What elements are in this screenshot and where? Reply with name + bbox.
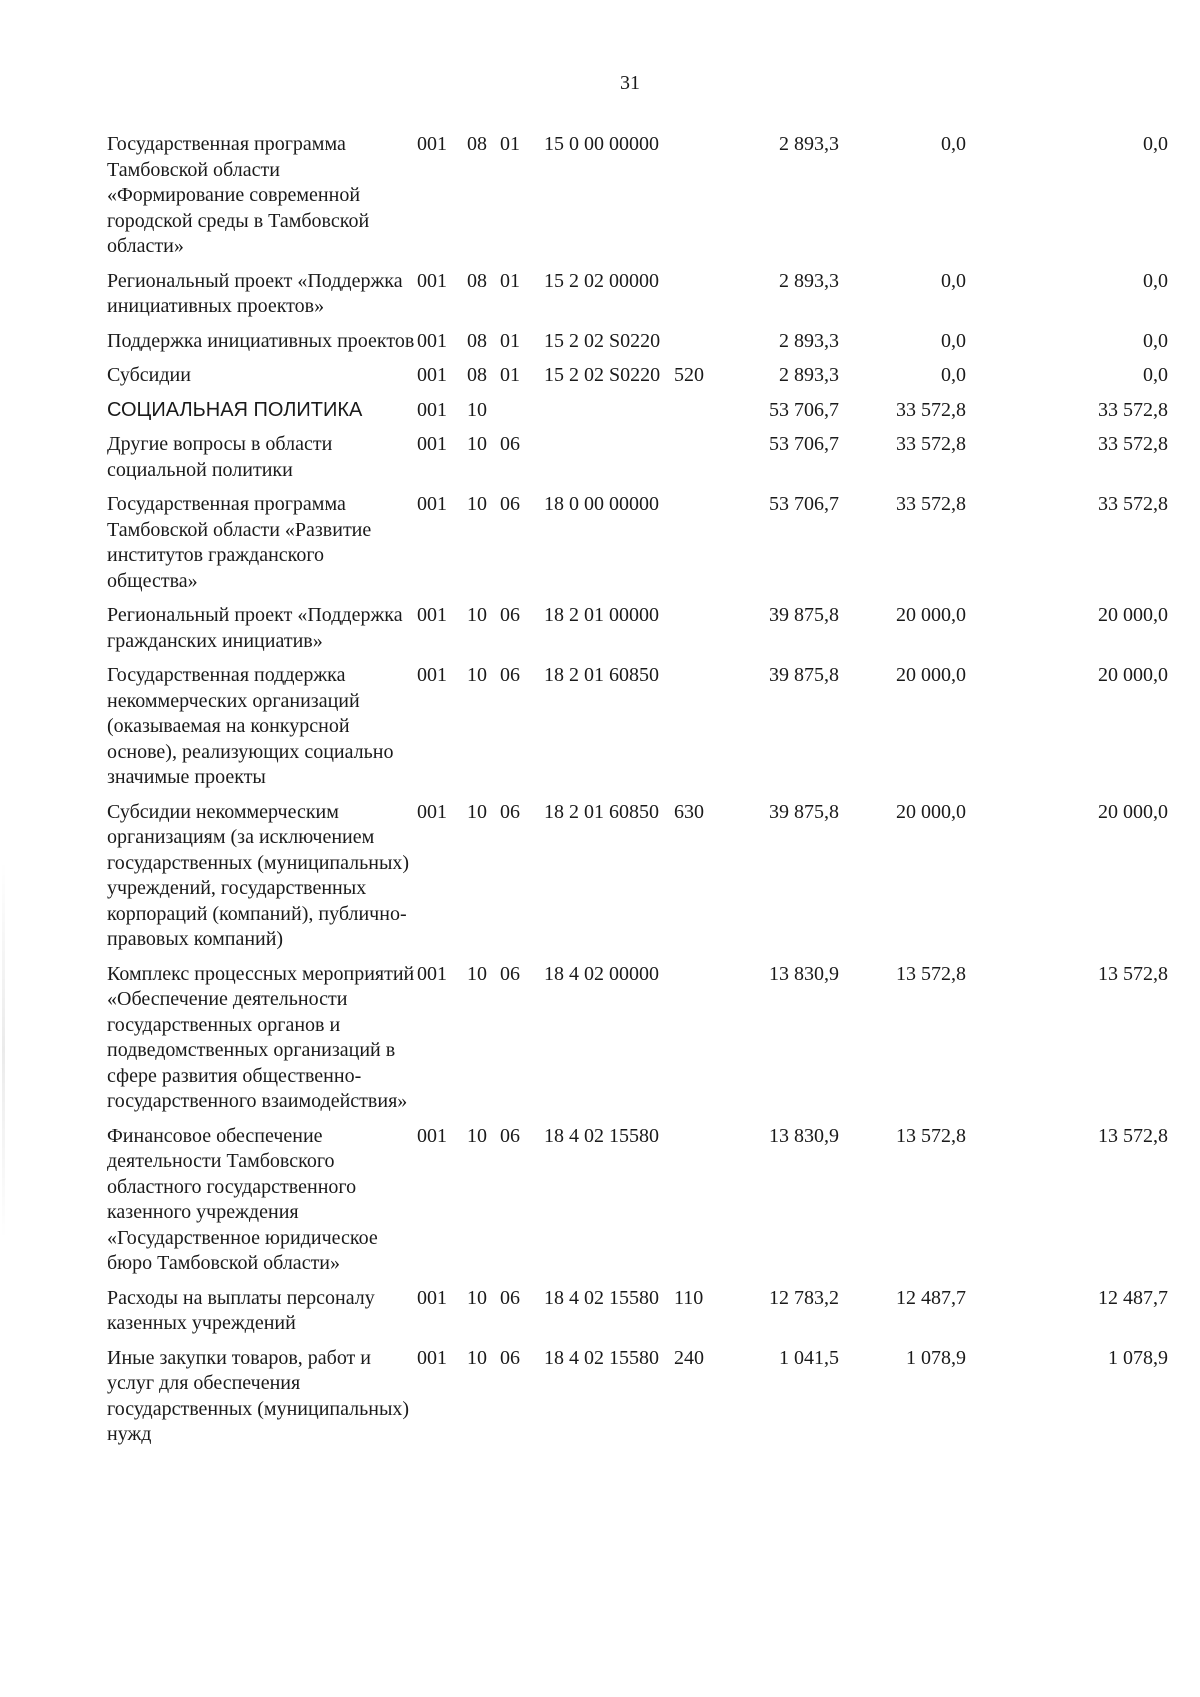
row-amount-year-1: 39 875,8 xyxy=(769,800,839,823)
row-subsection-code: 01 xyxy=(500,133,520,155)
row-amount-year-3: 12 487,7 xyxy=(1098,1286,1168,1309)
row-amount-year-2: 1 078,9 xyxy=(906,1346,966,1369)
row-amount-year-3: 20 000,0 xyxy=(1098,604,1168,626)
row-ministry-code: 001 xyxy=(417,269,447,292)
row-expense-type: 520 xyxy=(674,364,704,386)
row-ministry-code: 001 xyxy=(417,664,447,686)
row-section-code: 10 xyxy=(467,1124,487,1147)
row-expense-type xyxy=(670,329,720,364)
row-subsection-code: 06 xyxy=(500,664,520,686)
row-amount-year-1: 13 830,9 xyxy=(769,962,839,985)
row-subsection-code: 06 xyxy=(500,1346,520,1369)
row-target-article: 18 4 02 15580 xyxy=(544,1124,659,1147)
row-expense-type: 630 xyxy=(674,800,704,823)
row-amount-year-1: 53 706,7 xyxy=(769,433,839,455)
row-name: Другие вопросы в области социальной политики xyxy=(107,433,333,481)
row-expense-type xyxy=(670,492,720,603)
table-row xyxy=(0,432,1200,492)
row-amount-year-1: 39 875,8 xyxy=(769,604,839,626)
table-row xyxy=(0,603,1200,663)
row-ministry-code: 001 xyxy=(417,1346,447,1369)
table-row xyxy=(0,800,1200,962)
row-amount-year-1: 2 893,3 xyxy=(779,329,839,352)
row-amount-year-3: 0,0 xyxy=(1143,269,1168,292)
row-target-article: 18 4 02 15580 xyxy=(544,1286,659,1309)
row-expense-type xyxy=(670,962,720,1124)
row-amount-year-3: 33 572,8 xyxy=(1098,433,1168,455)
row-subsection-code: 06 xyxy=(500,1286,520,1309)
table-row xyxy=(0,329,1200,364)
row-name: Поддержка инициативных проектов xyxy=(107,329,415,352)
row-amount-year-3: 33 572,8 xyxy=(1098,493,1168,515)
row-name: Региональный проект «Поддержка гражданских инициатив» xyxy=(107,604,403,652)
row-expense-type xyxy=(670,132,720,269)
row-target-article: 18 4 02 00000 xyxy=(544,962,659,985)
row-amount-year-2: 33 572,8 xyxy=(896,493,966,515)
row-subsection-code: 01 xyxy=(500,364,520,386)
row-target-article: 18 2 01 60850 xyxy=(544,800,659,823)
row-name: Расходы на выплаты персоналу казенных учреждений xyxy=(107,1286,375,1334)
row-subsection-code: 01 xyxy=(500,329,520,352)
row-expense-type xyxy=(670,432,720,492)
row-ministry-code: 001 xyxy=(417,800,447,823)
row-target-article xyxy=(540,432,670,492)
table-body xyxy=(0,132,1200,1457)
row-ministry-code: 001 xyxy=(417,1286,447,1309)
table-row xyxy=(0,132,1200,269)
row-amount-year-1: 2 893,3 xyxy=(779,269,839,292)
table-row xyxy=(0,492,1200,603)
row-ministry-code: 001 xyxy=(417,133,447,155)
row-amount-year-3: 13 572,8 xyxy=(1098,1124,1168,1147)
row-amount-year-2: 12 487,7 xyxy=(896,1286,966,1309)
row-amount-year-3: 1 078,9 xyxy=(1108,1346,1168,1369)
row-expense-type xyxy=(670,1124,720,1286)
row-amount-year-2: 0,0 xyxy=(941,133,966,155)
row-subsection-code xyxy=(500,398,540,433)
row-target-article xyxy=(540,398,670,433)
row-amount-year-2: 13 572,8 xyxy=(896,962,966,985)
row-amount-year-1: 53 706,7 xyxy=(769,493,839,515)
row-subsection-code: 06 xyxy=(500,493,520,515)
row-subsection-code: 06 xyxy=(500,800,520,823)
row-amount-year-1: 2 893,3 xyxy=(779,133,839,155)
row-ministry-code: 001 xyxy=(417,493,447,515)
row-subsection-code: 01 xyxy=(500,269,520,292)
row-name: Региональный проект «Поддержка инициативных проектов» xyxy=(107,269,403,317)
row-target-article: 18 2 01 60850 xyxy=(544,664,659,686)
row-expense-type xyxy=(670,603,720,663)
row-section-code: 08 xyxy=(467,269,487,292)
table-row xyxy=(0,1286,1200,1346)
row-section-code: 10 xyxy=(467,664,487,686)
row-amount-year-3: 0,0 xyxy=(1143,329,1168,352)
row-amount-year-1: 53 706,7 xyxy=(769,398,839,421)
row-name: Государственная программа Тамбовской области «Формирование современной городской среды в Тамбовской области» xyxy=(107,133,370,257)
table-row xyxy=(0,1124,1200,1286)
row-target-article: 15 0 00 00000 xyxy=(544,133,659,155)
row-section-code: 10 xyxy=(467,493,487,515)
row-amount-year-2: 0,0 xyxy=(941,364,966,386)
row-ministry-code: 001 xyxy=(417,329,447,352)
row-amount-year-3: 0,0 xyxy=(1143,364,1168,386)
row-target-article: 15 2 02 S0220 xyxy=(544,329,661,352)
row-amount-year-1: 2 893,3 xyxy=(779,364,839,386)
row-target-article: 15 2 02 00000 xyxy=(544,269,659,292)
table-row xyxy=(0,269,1200,329)
budget-table xyxy=(0,132,1200,1457)
table-row xyxy=(0,1346,1200,1457)
row-amount-year-3: 0,0 xyxy=(1143,133,1168,155)
table-row xyxy=(0,363,1200,398)
row-expense-type xyxy=(670,398,720,433)
row-amount-year-2: 20 000,0 xyxy=(896,664,966,686)
row-target-article: 18 0 00 00000 xyxy=(544,493,659,515)
row-amount-year-2: 33 572,8 xyxy=(896,398,966,421)
row-expense-type: 240 xyxy=(674,1346,704,1369)
row-amount-year-3: 13 572,8 xyxy=(1098,962,1168,985)
row-amount-year-2: 33 572,8 xyxy=(896,433,966,455)
row-amount-year-1: 1 041,5 xyxy=(779,1346,839,1369)
row-section-code: 10 xyxy=(467,1286,487,1309)
row-section-code: 10 xyxy=(467,800,487,823)
row-amount-year-3: 20 000,0 xyxy=(1098,800,1168,823)
table-row xyxy=(0,962,1200,1124)
row-amount-year-2: 20 000,0 xyxy=(896,800,966,823)
row-amount-year-2: 13 572,8 xyxy=(896,1124,966,1147)
row-target-article: 18 2 01 00000 xyxy=(544,604,659,626)
row-name: Иные закупки товаров, работ и услуг для обеспечения государственных (муниципальных) нужд xyxy=(107,1346,410,1445)
row-ministry-code: 001 xyxy=(417,604,447,626)
row-section-code: 10 xyxy=(467,398,487,421)
row-name: Субсидии некоммерческим организациям (за исключением государственных (муниципальных) учреждений, государственных корпораций (компаний), публично-правовых компаний) xyxy=(107,800,410,950)
row-amount-year-3: 33 572,8 xyxy=(1098,398,1168,421)
row-section-code: 08 xyxy=(467,133,487,155)
row-amount-year-1: 39 875,8 xyxy=(769,664,839,686)
row-amount-year-2: 0,0 xyxy=(941,269,966,292)
table-row xyxy=(0,398,1200,433)
page-number: 31 xyxy=(620,72,640,94)
row-ministry-code: 001 xyxy=(417,962,447,985)
row-section-code: 10 xyxy=(467,604,487,626)
row-ministry-code: 001 xyxy=(417,1124,447,1147)
row-amount-year-2: 0,0 xyxy=(941,329,966,352)
row-section-code: 08 xyxy=(467,364,487,386)
row-name: СОЦИАЛЬНАЯ ПОЛИТИКА xyxy=(107,398,363,421)
row-ministry-code: 001 xyxy=(417,364,447,386)
row-subsection-code: 06 xyxy=(500,962,520,985)
row-name: Государственная программа Тамбовской области «Развитие институтов гражданского общества» xyxy=(107,493,372,592)
row-section-code: 10 xyxy=(467,1346,487,1369)
row-expense-type xyxy=(670,663,720,800)
row-expense-type: 110 xyxy=(674,1286,704,1309)
row-subsection-code: 06 xyxy=(500,1124,520,1147)
row-expense-type xyxy=(670,269,720,329)
row-amount-year-1: 13 830,9 xyxy=(769,1124,839,1147)
row-amount-year-1: 12 783,2 xyxy=(769,1286,839,1309)
row-amount-year-2: 20 000,0 xyxy=(896,604,966,626)
row-name: Финансовое обеспечение деятельности Тамбовского областного государственного казенного учреждения «Государственное юридическое бюро Тамбовской области» xyxy=(107,1124,378,1274)
row-ministry-code: 001 xyxy=(417,433,447,455)
row-subsection-code: 06 xyxy=(500,604,520,626)
row-amount-year-3: 20 000,0 xyxy=(1098,664,1168,686)
row-section-code: 10 xyxy=(467,962,487,985)
row-name: Комплекс процессных мероприятий «Обеспечение деятельности государственных органов и подведомственных организаций в сфере развития общественно-государственного взаимодействия» xyxy=(107,962,415,1112)
row-target-article: 18 4 02 15580 xyxy=(544,1346,659,1369)
row-name: Государственная поддержка некоммерческих организаций (оказываемая на конкурсной основе), реализующих социально значимые проекты xyxy=(107,664,394,788)
row-section-code: 08 xyxy=(467,329,487,352)
table-row xyxy=(0,663,1200,800)
row-section-code: 10 xyxy=(467,433,487,455)
row-subsection-code: 06 xyxy=(500,433,520,455)
row-ministry-code: 001 xyxy=(417,398,447,421)
row-target-article: 15 2 02 S0220 xyxy=(544,364,661,386)
row-name: Субсидии xyxy=(107,364,191,386)
